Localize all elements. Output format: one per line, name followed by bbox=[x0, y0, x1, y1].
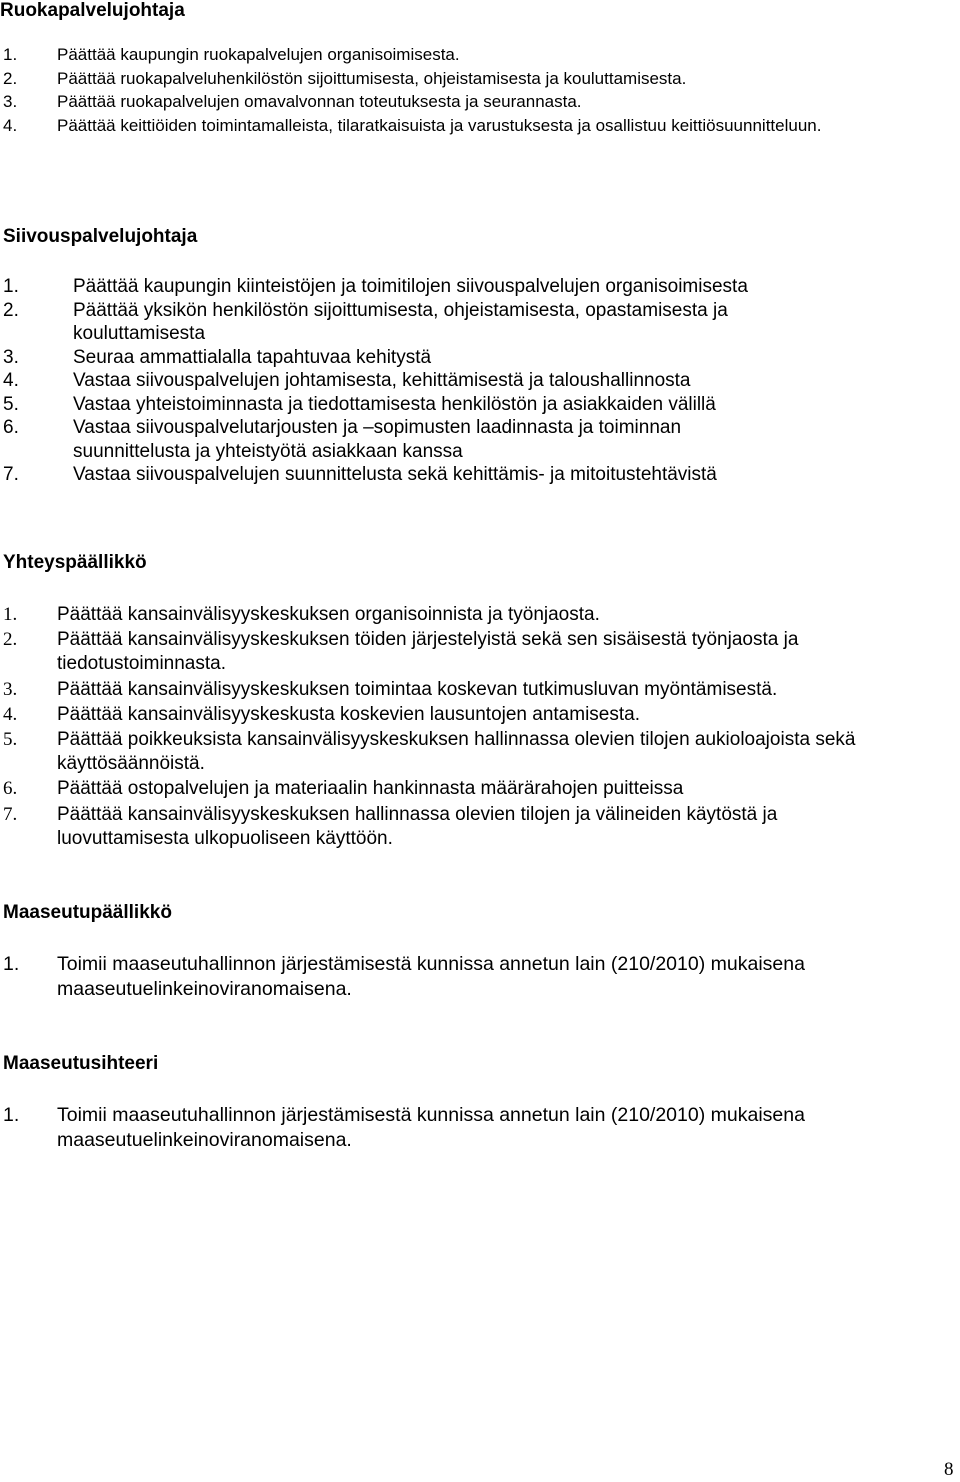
item-text: Päättää kansainvälisyyskeskuksen hallinnassa olevien tilojen ja välineiden käytöstä ja luovuttamisesta ulkopuoliseen käyttöön. bbox=[57, 803, 778, 849]
item-text: Päättää yksikön henkilöstön sijoittumisesta, ohjeistamisesta, opastamisesta ja kouluttamisesta bbox=[73, 299, 728, 344]
duties-list-maaseutupaallikko bbox=[0, 952, 920, 1002]
list-item bbox=[0, 115, 847, 137]
item-text: Päättää ruokapalvelujen omavalvonnan toteutuksesta ja seurannasta. bbox=[57, 92, 582, 111]
item-text: Toimii maaseutuhallinnon järjestämisestä kunnissa annetun lain (210/2010) mukaisena maaseutuelinkeinoviranomaisena. bbox=[57, 1104, 805, 1151]
item-number: 7. bbox=[3, 803, 18, 825]
item-text: Vastaa siivouspalvelutarjousten ja –sopimusten laadinnasta ja toiminnan suunnittelusta ja yhteistyötä asiakkaan kanssa bbox=[73, 417, 682, 462]
item-number: 1. bbox=[3, 276, 19, 297]
item-text: Vastaa siivouspalvelujen johtamisesta, kehittämisestä ja taloushallinnosta bbox=[73, 370, 691, 391]
list-item bbox=[0, 369, 900, 393]
list-item bbox=[0, 68, 900, 90]
item-number: 1. bbox=[3, 953, 20, 975]
list-item bbox=[0, 678, 920, 702]
item-number: 5. bbox=[3, 729, 18, 751]
item-number: 6. bbox=[3, 778, 18, 800]
item-number: 3. bbox=[3, 346, 19, 368]
item-text: Päättää kansainvälisyyskeskuksen organisoinnista ja työnjaosta. bbox=[57, 604, 600, 625]
item-number: 1. bbox=[3, 45, 18, 64]
list-item bbox=[0, 44, 900, 66]
list-item bbox=[0, 1103, 907, 1153]
item-number: 4. bbox=[3, 115, 18, 135]
item-text: Päättää ostopalvelujen ja materiaalin hankinnasta määrärahojen puitteissa bbox=[57, 778, 684, 800]
item-text: Toimii maaseutuhallinnon järjestämisestä kunnissa annetun lain (210/2010) mukaisena maaseutuelinkeinoviranomaisena. bbox=[57, 953, 805, 1000]
section-heading-maaseutusihteeri: Maaseutusihteeri bbox=[3, 1053, 159, 1074]
item-text: Päättää ruokapalveluhenkilöstön sijoittumisesta, ohjeistamisesta ja kouluttamisesta. bbox=[57, 68, 687, 88]
list-item bbox=[0, 628, 917, 676]
section-heading-yhteyspaallikko: Yhteyspäällikkö bbox=[3, 552, 147, 573]
list-item bbox=[0, 346, 900, 370]
item-number: 6. bbox=[3, 417, 19, 438]
duties-list-maaseutusihteeri bbox=[0, 1103, 920, 1153]
list-item bbox=[0, 393, 900, 417]
item-text: Seuraa ammattialalla tapahtuvaa kehitystä bbox=[73, 346, 432, 368]
list-item bbox=[0, 275, 900, 299]
item-text: Päättää kaupungin kiinteistöjen ja toimitilojen siivouspalvelujen organisoimisesta bbox=[73, 276, 748, 297]
list-item bbox=[0, 803, 907, 851]
item-number: 4. bbox=[3, 703, 18, 725]
item-text: Päättää kansainvälisyyskeskuksen töiden järjestelyistä sekä sen sisäisestä työnjaosta ja tiedotustoiminnasta. bbox=[57, 629, 799, 675]
item-number: 1. bbox=[3, 604, 18, 625]
section-heading-maaseutupaallikko: Maaseutupäällikkö bbox=[3, 902, 172, 923]
list-item bbox=[0, 728, 927, 776]
item-text: Päättää kansainvälisyyskeskuksen toimintaa koskevan tutkimusluvan myöntämisestä. bbox=[57, 678, 778, 700]
list-item bbox=[0, 703, 920, 727]
item-text: Vastaa yhteistoiminnasta ja tiedottamisesta henkilöstön ja asiakkaiden välillä bbox=[73, 393, 716, 415]
list-item bbox=[0, 777, 920, 801]
list-item bbox=[0, 91, 900, 113]
item-text: Päättää kaupungin ruokapalvelujen organisoimisesta. bbox=[57, 45, 460, 64]
duties-list-yhteyspaallikko bbox=[0, 603, 920, 852]
item-number: 2. bbox=[3, 629, 18, 651]
duties-list-siivouspalvelujohtaja bbox=[0, 275, 900, 487]
duties-list-ruokapalvelujohtaja bbox=[0, 44, 900, 138]
item-number: 2. bbox=[3, 299, 19, 321]
section-heading-siivouspalvelujohtaja: Siivouspalvelujohtaja bbox=[3, 226, 198, 247]
list-item bbox=[0, 299, 843, 346]
list-item bbox=[0, 463, 900, 487]
item-text: Päättää kansainvälisyyskeskusta koskevien lausuntojen antamisesta. bbox=[57, 703, 640, 725]
item-number: 1. bbox=[3, 1104, 20, 1126]
item-text: Päättää poikkeuksista kansainvälisyyskeskuksen hallinnassa olevien tilojen aukioloajoista sekä käyttösäännöistä. bbox=[57, 729, 856, 775]
page-number: 8 bbox=[944, 1459, 954, 1480]
item-number: 3. bbox=[3, 92, 18, 111]
section-heading-ruokapalvelujohtaja: Ruokapalvelujohtaja bbox=[0, 0, 185, 21]
item-text: Vastaa siivouspalvelujen suunnittelusta sekä kehittämis- ja mitoitustehtävistä bbox=[73, 464, 717, 485]
item-number: 3. bbox=[3, 678, 18, 700]
item-text: Päättää keittiöiden toimintamalleista, tilaratkaisuista ja varustuksesta ja osallistuu keittiösuunnitteluun. bbox=[57, 115, 822, 135]
item-number: 7. bbox=[3, 464, 19, 485]
item-number: 2. bbox=[3, 68, 18, 88]
list-item bbox=[0, 416, 793, 463]
item-number: 5. bbox=[3, 393, 19, 415]
list-item bbox=[0, 603, 920, 627]
list-item bbox=[0, 952, 907, 1002]
item-number: 4. bbox=[3, 370, 19, 391]
